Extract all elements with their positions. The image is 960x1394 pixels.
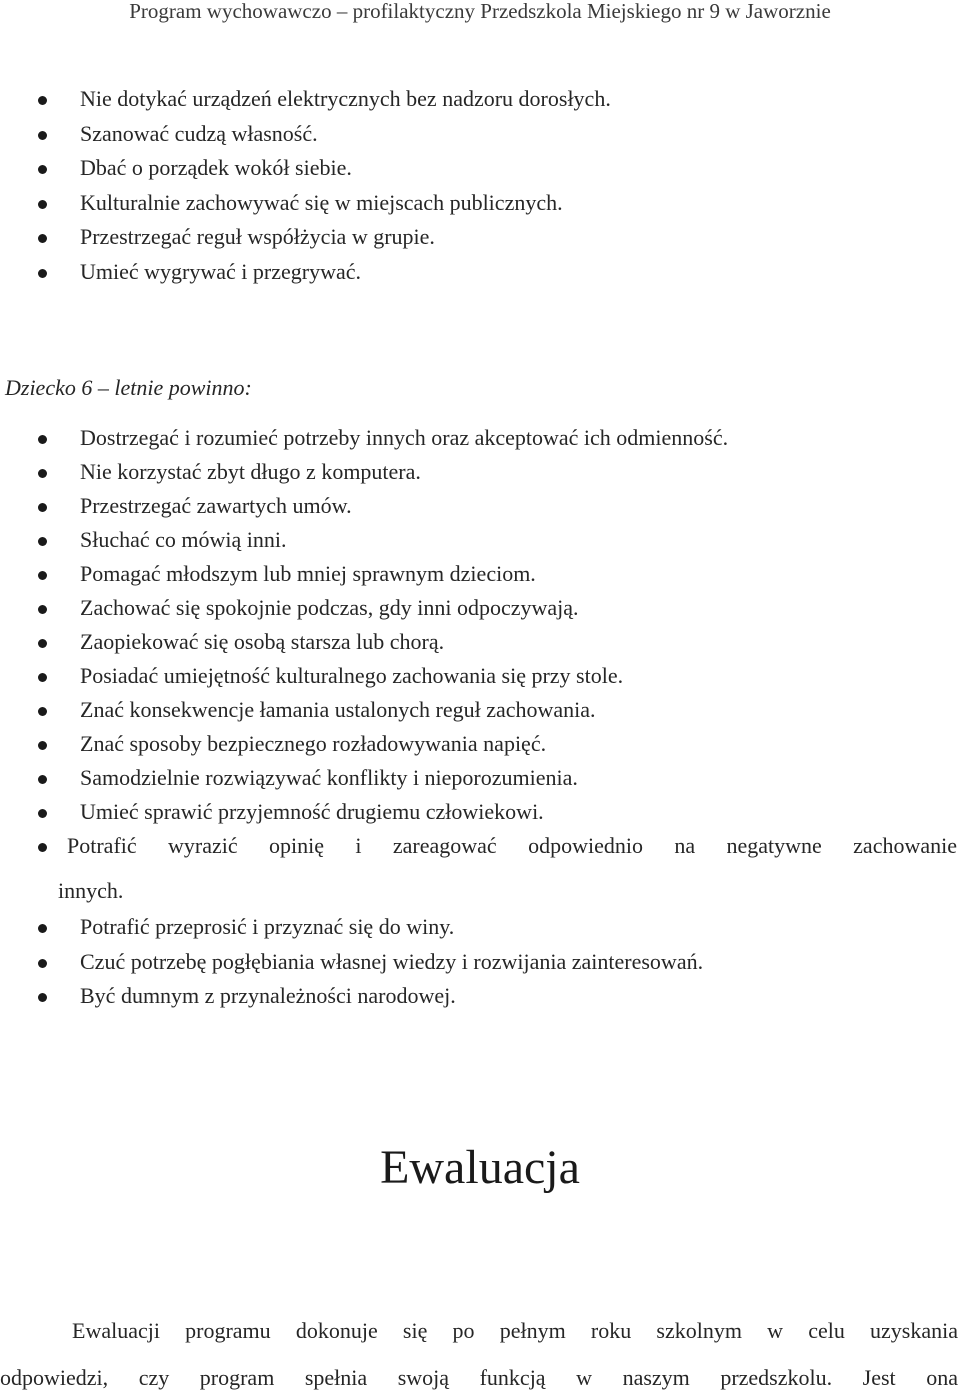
list-item-text: Umieć wygrywać i przegrywać. <box>80 258 361 284</box>
bullet-icon <box>38 131 47 140</box>
bullet-icon <box>38 165 47 174</box>
list-item <box>0 119 960 154</box>
bullet-icon <box>38 809 47 818</box>
list-item-text: Przestrzegać zawartych umów. <box>80 493 352 518</box>
bullet-icon <box>38 571 47 580</box>
list-item <box>0 695 960 729</box>
bullet-icon <box>38 741 47 750</box>
list-item <box>0 559 960 593</box>
list-item-text: Znać konsekwencje łamania ustalonych reguł zachowania. <box>80 697 596 722</box>
list-item-text: Samodzielnie rozwiązywać konflikty i nieporozumienia. <box>80 765 578 790</box>
list-item-text: Szanować cudzą własność. <box>80 120 318 146</box>
list-item <box>0 84 960 119</box>
list-item-text: Nie korzystać zbyt długo z komputera. <box>80 459 421 484</box>
bullet-icon <box>38 605 47 614</box>
list-item-text: Nie dotykać urządzeń elektrycznych bez nadzoru dorosłych. <box>80 86 611 111</box>
paragraph-text: Ewaluacji programu dokonuje się po pełnym roku szkolnym w celu uzyskania <box>72 1318 958 1343</box>
list-item-text: Słuchać co mówią inni. <box>80 527 287 552</box>
list-item <box>0 947 960 982</box>
list-item <box>0 491 960 525</box>
section-title: Ewaluacja <box>380 1141 580 1194</box>
list-item-text: Dostrzegać i rozumieć potrzeby innych oraz akceptować ich odmienność. <box>80 425 729 450</box>
list-item <box>0 912 960 947</box>
header-title: Program wychowawczo – profilaktyczny Przedszkola Miejskiego nr 9 w Jaworznie <box>129 0 831 23</box>
list-item <box>0 525 960 559</box>
list-item-long <box>0 829 960 909</box>
list-item <box>0 593 960 627</box>
list-item <box>0 222 960 257</box>
bullet-icon <box>38 96 47 105</box>
bullet-icon <box>38 469 47 478</box>
bullet-list-end <box>0 912 960 1016</box>
list-item <box>0 153 960 188</box>
bullet-icon <box>38 924 47 933</box>
list-item-text: Znać sposoby bezpiecznego rozładowywania napięć. <box>80 731 547 756</box>
list-item-text: Umieć sprawić przyjemność drugiemu człowiekowi. <box>80 799 544 824</box>
list-item-text: Dbać o porządek wokół siebie. <box>80 155 352 180</box>
bullet-icon <box>38 435 47 444</box>
page-header <box>0 0 960 36</box>
bullet-icon <box>38 843 47 852</box>
bullet-icon <box>38 537 47 546</box>
bullet-icon <box>38 269 47 278</box>
bullet-list-six-year-old <box>0 423 960 831</box>
bullet-icon <box>38 503 47 512</box>
list-item <box>0 423 960 457</box>
list-item-text: Pomagać młodszym lub mniej sprawnym dzieciom. <box>80 561 536 586</box>
list-item <box>0 457 960 491</box>
bullet-icon <box>38 959 47 968</box>
list-item-text-line1: Potrafić wyrazić opinię i zareagować odpowiednio na negatywne zachowanie <box>67 833 957 858</box>
list-item <box>0 981 960 1016</box>
bullet-icon <box>38 234 47 243</box>
list-item-text: Przestrzegać reguł współżycia w grupie. <box>80 224 435 249</box>
list-item <box>0 257 960 292</box>
bullet-icon <box>38 993 47 1002</box>
list-item-text: Zaopiekować się osobą starsza lub chorą. <box>80 629 445 654</box>
list-item-text: Zachować się spokojnie podczas, gdy inni odpoczywają. <box>80 595 579 620</box>
list-item-text: Być dumnym z przynależności narodowej. <box>80 983 456 1008</box>
list-item <box>0 661 960 695</box>
paragraph-text: odpowiedzi, czy program spełnia swoją funkcją w naszym przedszkolu. Jest ona <box>0 1365 958 1390</box>
bullet-icon <box>38 639 47 648</box>
list-item-text: Czuć potrzebę pogłębiania własnej wiedzy i rozwijania zainteresowań. <box>80 948 704 974</box>
list-item <box>0 188 960 223</box>
section-subheading: Dziecko 6 – letnie powinno: <box>5 375 252 400</box>
list-item-text-line2: innych. <box>58 878 124 903</box>
bullet-list-top <box>0 84 960 291</box>
bullet-icon <box>38 200 47 209</box>
bullet-icon <box>38 707 47 716</box>
list-item <box>0 627 960 661</box>
list-item <box>0 729 960 763</box>
list-item-text: Posiadać umiejętność kulturalnego zachowania się przy stole. <box>80 663 624 688</box>
list-item-text: Potrafić przeprosić i przyznać się do winy. <box>80 914 455 939</box>
bullet-icon <box>38 775 47 784</box>
list-item <box>0 797 960 831</box>
list-item <box>0 763 960 797</box>
list-item-text: Kulturalnie zachowywać się w miejscach publicznych. <box>80 189 563 215</box>
bullet-icon <box>38 673 47 682</box>
